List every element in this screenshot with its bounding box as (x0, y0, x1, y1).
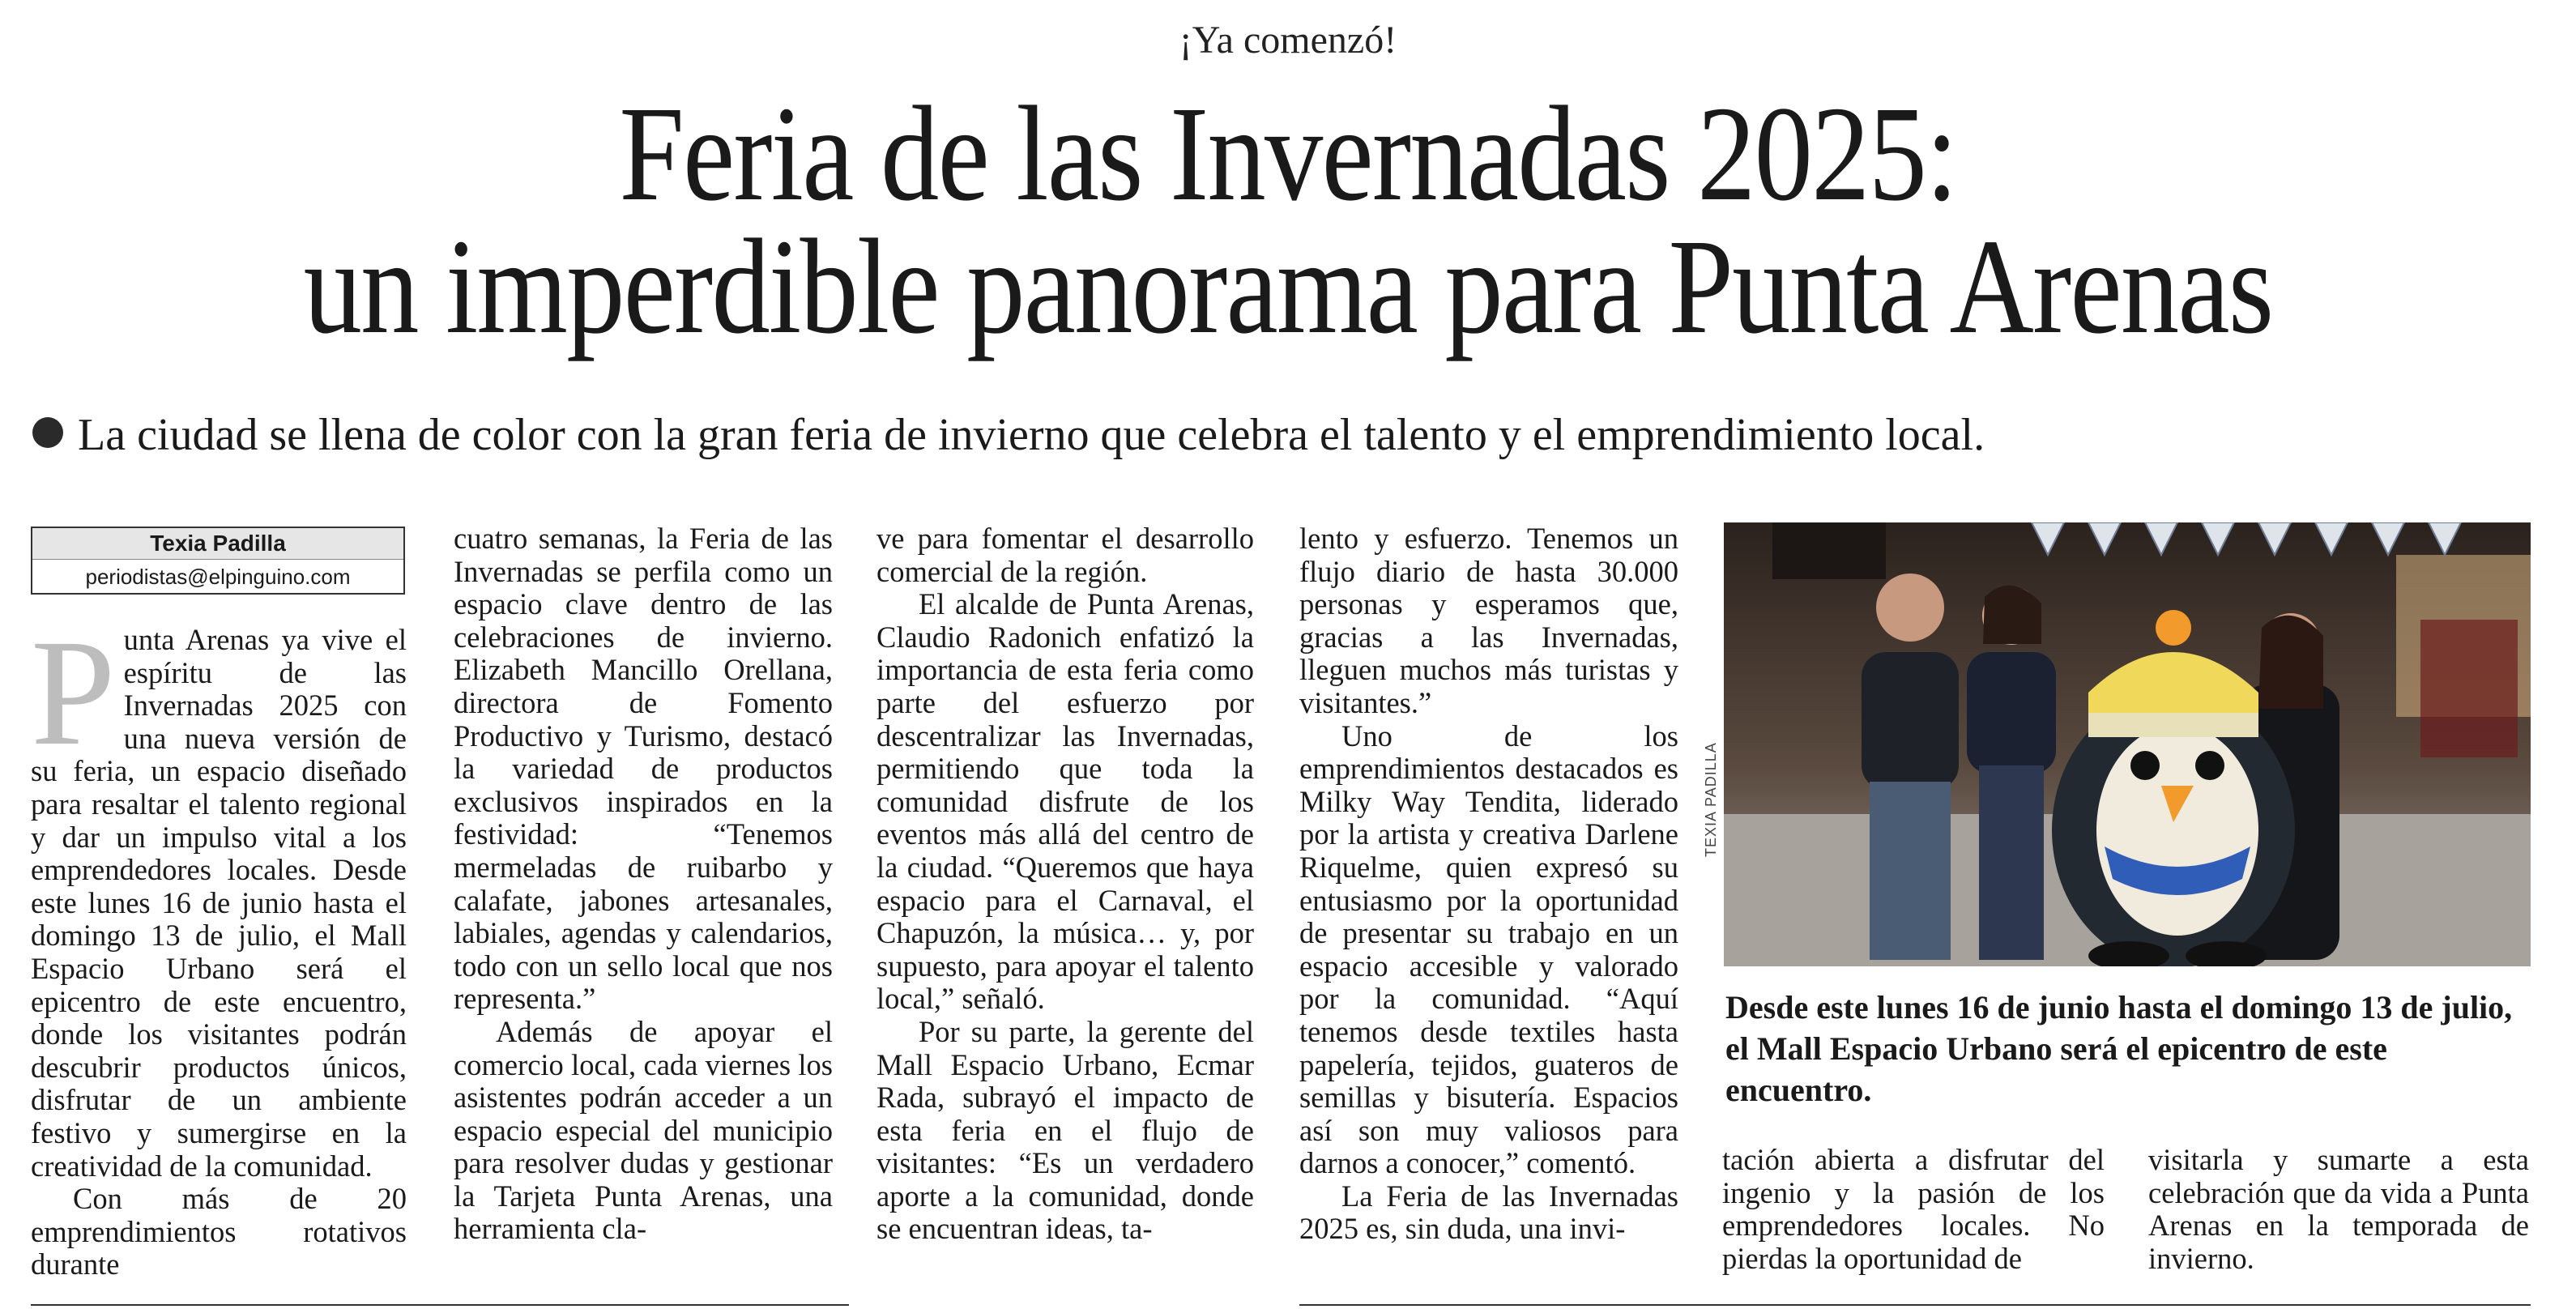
paragraph: Por su parte, la gerente del Mall Espacio Urbano, Ecmar Rada, subrayó el impacto de esta feria en el flujo de visitantes: “Es un verdadero aporte a la comunidad, donde se encuentran ideas, ta- (876, 1014, 1254, 1246)
bottom-rule-left (31, 1304, 849, 1306)
bullet-icon (32, 417, 63, 448)
bottom-rule-right (1299, 1304, 2531, 1306)
event-photo-illustration (1724, 522, 2531, 966)
paragraph: Uno de los emprendimientos destacados es Milky Way Tendita, liderado por la artista y creativa Darlene Riquelme, quien expresó su entusiasmo por la oportunidad de presentar su trabajo en un espacio accesible y valorado por la comunidad. “Aquí tenemos desde textiles hasta papelería, tejidos, guateros de semillas y bisutería. Espacios así son muy valiosos para darnos a conocer,” comentó. (1299, 718, 1678, 1180)
kicker: ¡Ya comenzó! (1179, 19, 1397, 62)
event-photo (1724, 522, 2531, 966)
headline-line-2: un imperdible panorama para Punta Arenas (303, 211, 2273, 362)
deck-text: La ciudad se llena de color con la gran feria de invierno que celebra el talento y el emprendimiento local. (78, 410, 1985, 460)
article-column-6 (2148, 1144, 2529, 1275)
article-column-2 (454, 522, 833, 1246)
article-column-4 (1299, 522, 1678, 1246)
paragraph: cuatro semanas, la Feria de las Invernadas se perfila como un espacio clave dentro de las celebraciones de invierno. Elizabeth Mancillo Orellana, directora de Fomento Productivo y Turismo, destacó la variedad de productos exclusivos inspirados en la festividad: “Tenemos mermeladas de ruibarbo y calafate, jabones artesanales, labiales, agendas y calendarios, todo con un sello local que nos representa.” (454, 522, 833, 1016)
headline-line-1: Feria de las Invernadas 2025: (619, 79, 1957, 229)
drop-cap: P (31, 608, 116, 777)
deck (32, 409, 1985, 461)
paragraph: visitarla y sumarte a esta celebración que da vida a Punta Arenas en la temporada de invierno. (2148, 1143, 2529, 1275)
paragraph: tación abierta a disfrutar del ingenio y la pasión de los emprendedores locales. No pierdas la oportunidad de (1722, 1143, 2105, 1275)
paragraph: lento y esfuerzo. Tenemos un flujo diario de hasta 30.000 personas y esperamos que, gracias a las Invernadas, lleguen muchos más turistas y visitantes.” (1299, 522, 1678, 719)
photo-credit: TEXIA PADILLA (1703, 742, 1719, 857)
lead-paragraph: Punta Arenas ya vive el espíritu de las Invernadas 2025 con una nueva versión de su feria, un espacio diseñado para resaltar el talento regional y dar un impulso vital a los emprendedores locales. Desde este lunes 16 de junio hasta el domingo 13 de julio, el Mall Espacio Urbano será el epicentro de este encuentro, donde los visitantes podrán descubrir productos únicos, disfrutar de un ambiente festivo y sumergirse en la creatividad de la comunidad. (31, 608, 407, 1183)
article-column-3 (876, 522, 1254, 1246)
byline-box (31, 527, 405, 595)
photo-caption: Desde este lunes 16 de junio hasta el domingo 13 de julio, el Mall Espacio Urbano será el epicentro de este encuentro. (1725, 989, 2513, 1108)
byline-author: Texia Padilla (32, 528, 403, 560)
paragraph: Además de apoyar el comercio local, cada viernes los asistentes podrán acceder a un espacio especial del municipio para resolver dudas y gestionar la Tarjeta Punta Arenas, una herramienta cla- (454, 1014, 833, 1246)
paragraph: ve para fomentar el desarrollo comercial de la región. (876, 522, 1254, 588)
article-column-5 (1722, 1144, 2105, 1275)
paragraph: El alcalde de Punta Arenas, Claudio Radonich enfatizó la importancia de esta feria como parte del esfuerzo por descentralizar las Invernadas, permitiendo que toda la comunidad disfrute de los eventos más allá del centro de la ciudad. “Queremos que haya espacio para el Carnaval, el Chapuzón, la música… y, por supuesto, para apoyar el talento local,” señaló. (876, 587, 1254, 1016)
paragraph: Con más de 20 emprendimientos rotativos durante (31, 1182, 407, 1281)
paragraph: La Feria de las Invernadas 2025 es, sin duda, una invi- (1299, 1179, 1678, 1246)
article-column-1 (31, 608, 407, 1281)
byline-email: periodistas@elpinguino.com (85, 565, 351, 589)
